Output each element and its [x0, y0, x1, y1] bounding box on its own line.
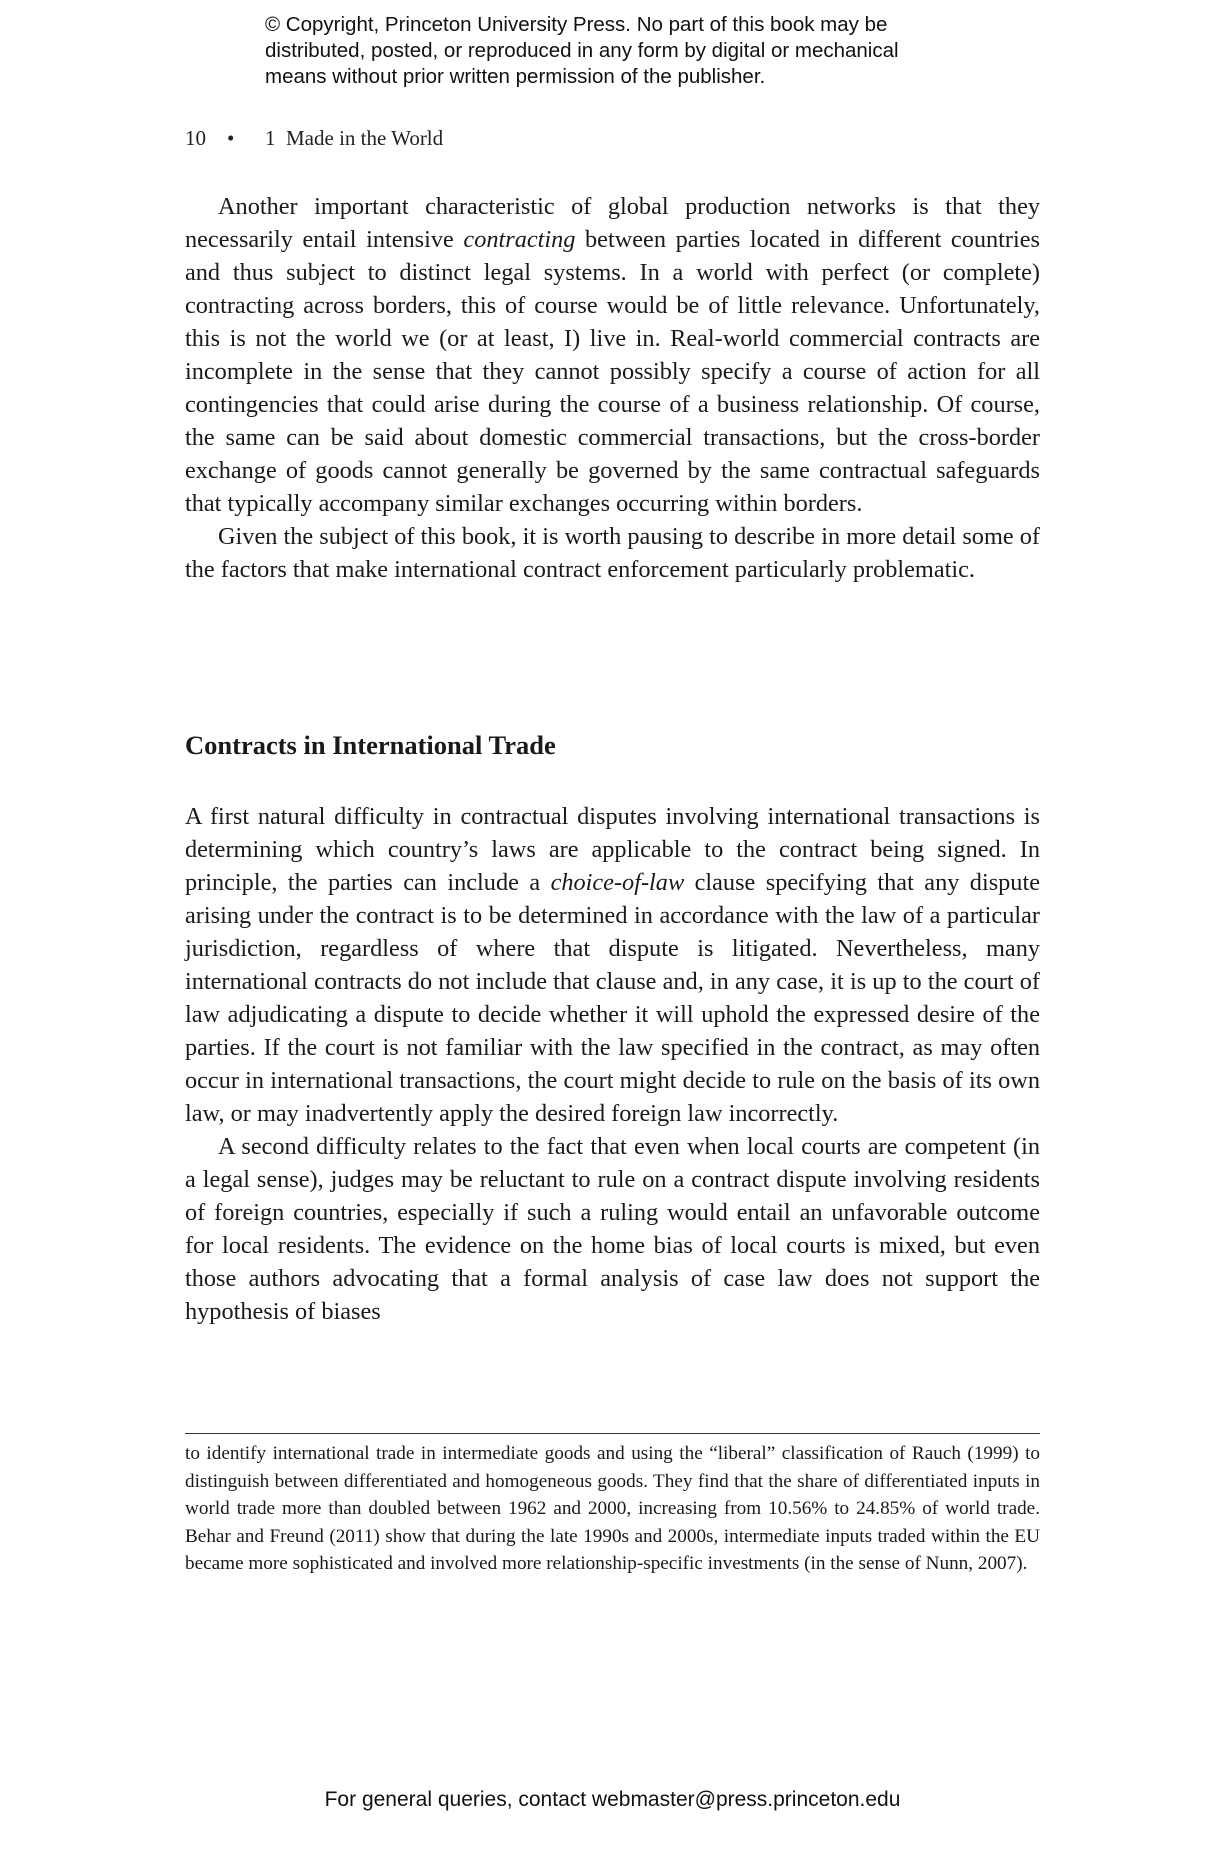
- footnote: to identify international trade in intermediate goods and using the “liberal” classification of Rauch (1999) to distinguish between differentiated and homogeneous goods. They find that the share of differentiated inputs in world trade more than doubled between 1962 and 2000, increasing from 10.56% to 24.85% of world trade. Behar and Freund (2011) show that during the late 1990s and 2000s, intermediate inputs traded within the EU became more sophisticated and involved more relationship-specific investments (in the sense of Nunn, 2007).: [185, 1443, 1040, 1574]
- section-heading: Contracts in International Trade: [185, 730, 556, 760]
- footnote-divider: [185, 1433, 1040, 1434]
- body-text-section-1: [185, 190, 1040, 586]
- emphasis: choice-of-law: [550, 869, 685, 896]
- emphasis: contracting: [463, 226, 576, 253]
- page-number: 10: [185, 126, 206, 150]
- copyright-line-3: means without prior written permission of the publisher.: [265, 65, 766, 88]
- copyright-line-2: distributed, posted, or reproduced in any form by digital or mechanical: [265, 39, 899, 62]
- running-head-separator: •: [227, 126, 235, 150]
- copyright-notice: [265, 12, 985, 90]
- paragraph: A second difficulty relates to the fact that even when local courts are competent (in a legal sense), judges may be reluctant to rule on a contract dispute involving residents of foreign countries, especially if such a ruling would entail an unfavorable outcome for local residents. The evidence on the home bias of local courts is mixed, but even those authors advocating that a formal analysis of case law does not support the hypothesis of biases: [185, 1133, 1040, 1325]
- paragraph: A first natural difficulty in contractual disputes involving international transactions is determining which country’s laws are applicable to the contract being signed. In principle, the parties can include a choice-of-law clause specifying that any dispute arising under the contract is to be determined in accordance with the law of a particular jurisdiction, regardless of where that dispute is litigated. Nevertheless, many international contracts do not include that clause and, in any case, it is up to the court of law adjudicating a dispute to decide whether it will uphold the expressed desire of the parties. If the court is not familiar with the law specified in the contract, as may often occur in international transactions, the court might decide to rule on the basis of its own law, or may inadvertently apply the desired foreign law incorrectly.: [185, 803, 1040, 1127]
- footer-contact: For general queries, contact webmaster@press.princeton.edu: [324, 1788, 901, 1811]
- paragraph: Given the subject of this book, it is worth pausing to describe in more detail some of the factors that make international contract enforcement particularly problematic.: [185, 523, 1040, 583]
- paragraph: Another important characteristic of global production networks is that they necessarily entail intensive contracting between parties located in different countries and thus subject to distinct legal systems. In a world with perfect (or complete) contracting across borders, this of course would be of little relevance. Unfortunately, this is not the world we (or at least, I) live in. Real-world commercial contracts are incomplete in the sense that they cannot possibly specify a course of action for all contingencies that could arise during the course of a business relationship. Of course, the same can be said about domestic commercial transactions, but the cross-border exchange of goods cannot generally be governed by the same contractual safeguards that typically accompany similar exchanges occurring within borders.: [185, 193, 1040, 517]
- chapter-title: 1 Made in the World: [265, 126, 444, 150]
- body-text-section-2: [185, 800, 1040, 1328]
- running-head: [185, 126, 443, 151]
- copyright-line-1: © Copyright, Princeton University Press. No part of this book may be: [265, 13, 888, 36]
